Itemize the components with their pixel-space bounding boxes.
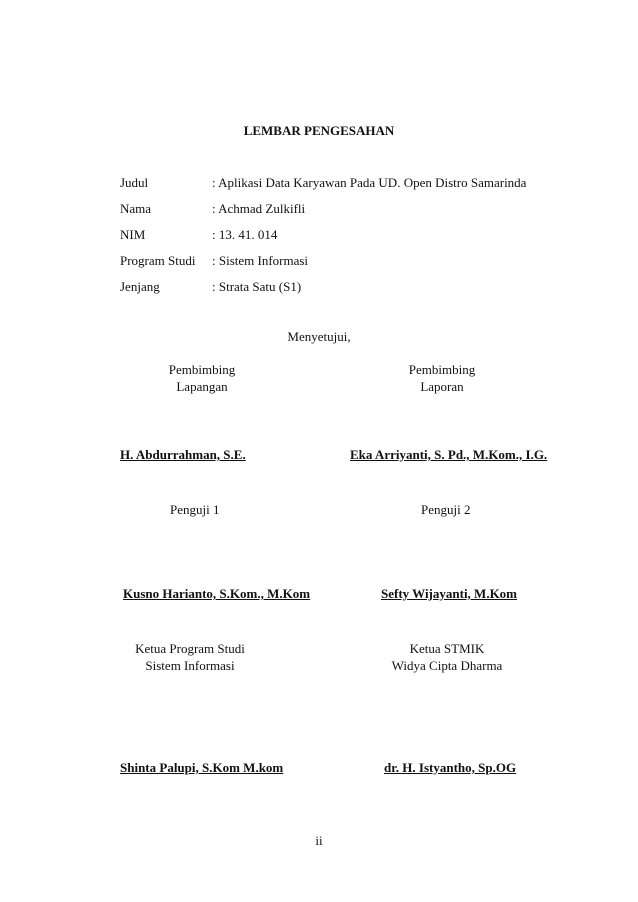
role-line: Laporan [420, 379, 464, 394]
field-label-judul: Judul [120, 175, 149, 190]
role-line: Widya Cipta Dharma [391, 658, 503, 673]
role-line: Ketua Program Studi [135, 641, 245, 656]
role-pembimbing-lapangan [140, 361, 264, 395]
approval-text: Menyetujui, [287, 329, 351, 344]
field-label-program-studi: Program Studi [120, 253, 196, 268]
page-title: LEMBAR PENGESAHAN [243, 123, 395, 138]
role-ketua-stmik [381, 640, 513, 674]
field-label-jenjang: Jenjang [120, 279, 160, 294]
field-value-jenjang: : Strata Satu (S1) [212, 279, 302, 294]
field-value-nim: : 13. 41. 014 [212, 227, 278, 242]
field-value-program-studi: : Sistem Informasi [212, 253, 309, 268]
role-line: Ketua STMIK [409, 641, 485, 656]
role-line: Pembimbing [408, 362, 476, 377]
role-ketua-prodi [120, 640, 260, 674]
role-pembimbing-laporan [380, 361, 504, 395]
field-label-nim: NIM [120, 227, 146, 242]
field-value-nama: : Achmad Zulkifli [212, 201, 306, 216]
role-line: Sistem Informasi [145, 658, 235, 673]
role-penguji-1: Penguji 1 [170, 502, 220, 517]
signatory-name-pembimbing-laporan: Eka Arriyanti, S. Pd., M.Kom., I.G. [350, 447, 548, 462]
role-penguji-2: Penguji 2 [421, 502, 471, 517]
signatory-name-penguji-2: Sefty Wijayanti, M.Kom [381, 586, 518, 601]
signatory-name-ketua-stmik: dr. H. Istyantho, Sp.OG [384, 760, 517, 775]
page-number: ii [315, 833, 323, 848]
field-value-judul: : Aplikasi Data Karyawan Pada UD. Open Distro Samarinda [212, 175, 527, 190]
field-label-nama: Nama [120, 201, 152, 216]
signatory-name-pembimbing-lapangan: H. Abdurrahman, S.E. [120, 447, 246, 462]
role-line: Pembimbing [168, 362, 236, 377]
signatory-name-ketua-prodi: Shinta Palupi, S.Kom M.kom [120, 760, 284, 775]
signatory-name-penguji-1: Kusno Harianto, S.Kom., M.Kom [123, 586, 311, 601]
role-line: Lapangan [176, 379, 228, 394]
